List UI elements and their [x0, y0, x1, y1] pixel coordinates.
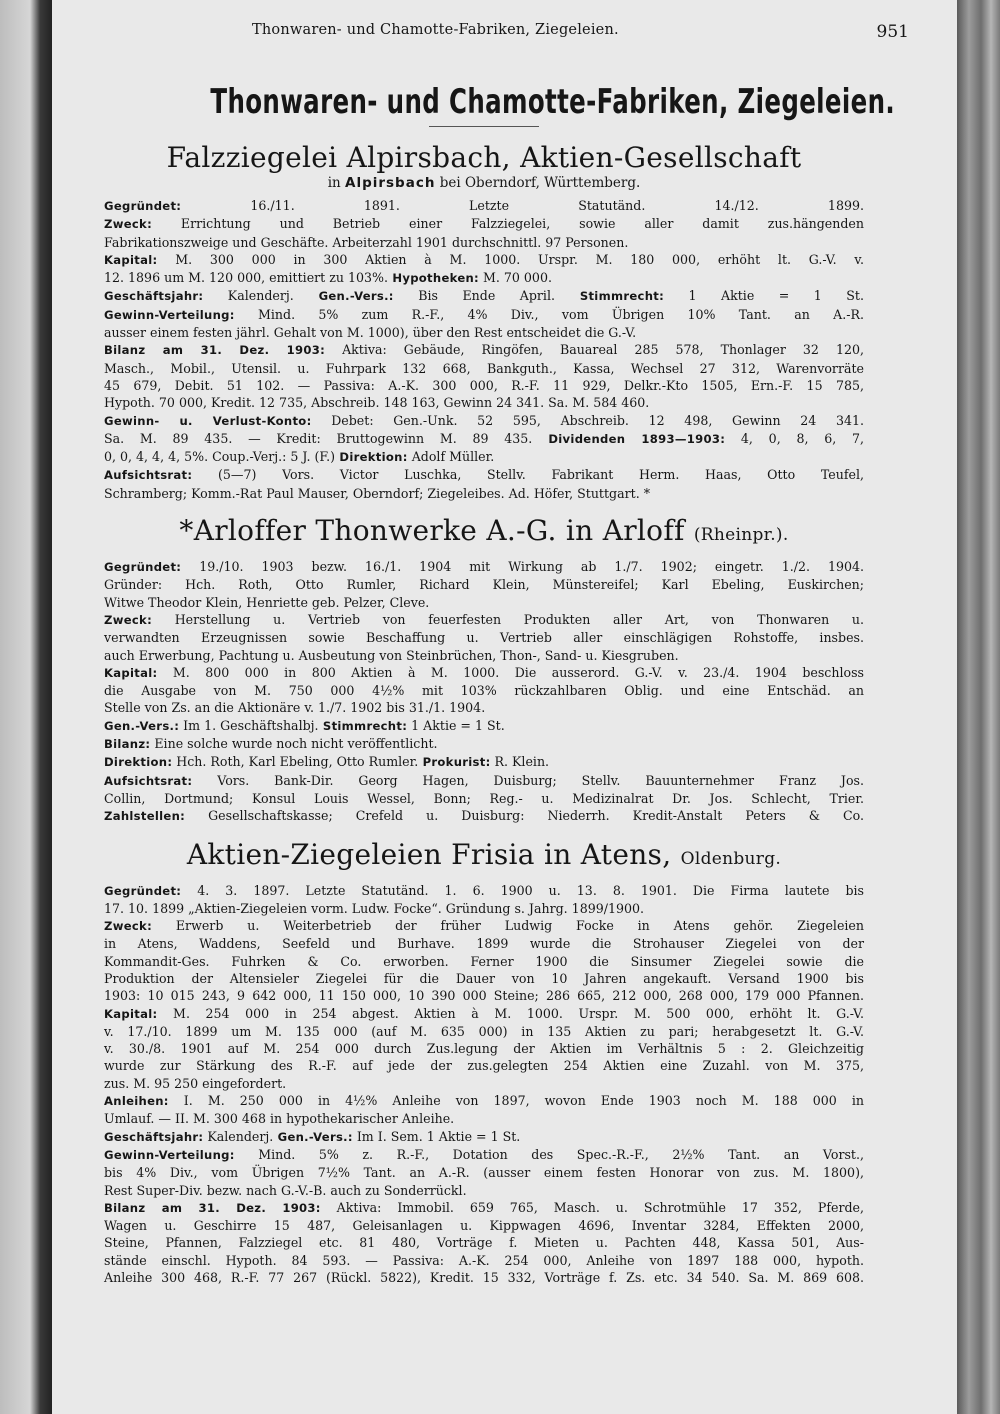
company-entry — [104, 516, 864, 825]
text-line — [104, 1269, 864, 1286]
field-text: Fabrikationszweige und Geschäfte. Arbeiterzahl 1901 durchschnittl. 97 Personen. — [104, 234, 629, 250]
field-label: Gen.-Vers.: — [273, 1129, 353, 1144]
field-text: M. 70 000. — [478, 270, 552, 286]
field-text: verwandten Erzeugnissen sowie Beschaffung u. Vertrieb aller einschlägigen Rohstoffe, insbes. — [104, 630, 864, 646]
text-line — [104, 251, 864, 269]
field-label: Stimmrecht: — [555, 289, 665, 304]
field-label: Kapital: — [104, 252, 158, 267]
field-text: stände einschl. Hypoth. 84 593. — Passiva: A.-K. 254 000, Anleihe von 1897 188 000, hypoth. — [104, 1252, 864, 1268]
field-label: Bilanz am 31. Dez. 1903: — [104, 1200, 321, 1215]
field-text: Debet: Gen.-Unk. 52 595, Abschreib. 12 498, Gewinn 24 341. — [311, 412, 864, 428]
field-label: Gegründet: — [104, 883, 182, 898]
field-text: Sa. M. 89 435. — Kredit: Bruttogewinn M. 89 435. — [104, 430, 533, 446]
field-text: 1 Aktie = 1 St. — [664, 288, 864, 304]
text-line — [104, 558, 864, 576]
field-label: Direktion: — [335, 450, 408, 465]
field-text: Umlauf. — II. M. 300 468 in hypothekarischer Anleihe. — [104, 1111, 455, 1127]
field-text: Aktiva: Gebäude, Ringöfen, Bauareal 285 578, Thonlager 32 120, — [325, 342, 864, 358]
text-line — [104, 699, 864, 716]
text-line — [104, 1146, 864, 1164]
field-label: Bilanz am 31. Dez. 1903: — [104, 343, 326, 358]
text-line — [104, 1252, 864, 1269]
company-entry — [104, 143, 864, 502]
field-label: Gewinn-Verteilung: — [104, 1147, 235, 1162]
company-name: *Arloffer Thonwerke A.-G. in Arloff (Rheinpr.). — [179, 514, 789, 548]
text-line — [104, 448, 864, 466]
text-line — [104, 664, 864, 682]
field-text: Gründer: Hch. Roth, Otto Rumler, Richard Klein, Münstereifel; Karl Ebeling, Euskirchen; — [104, 577, 864, 593]
field-text: 17. 10. 1899 „Aktien-Ziegeleien vorm. Ludw. Focke“. Gründung s. Jahrg. 1899/1900. — [104, 900, 645, 916]
field-text: M. 254 000 in 254 abgest. Aktien à M. 1000. Urspr. M. 500 000, erhöht lt. G.-V. — [157, 1005, 864, 1021]
text-line — [104, 717, 864, 735]
text-line — [104, 576, 864, 593]
text-line — [104, 987, 864, 1004]
text-line — [104, 430, 864, 448]
field-text: v. 30./8. 1901 auf M. 254 000 durch Zus.legung der Aktien im Verhältnis 5 : 2. Gleichzeitig — [104, 1041, 864, 1057]
text-line — [104, 594, 864, 611]
text-line — [104, 324, 864, 341]
field-text: Schramberg; Komm.-Rat Paul Mauser, Oberndorf; Ziegeleibes. Ad. Höfer, Stuttgart. * — [104, 485, 651, 501]
text-line — [104, 1057, 864, 1074]
field-text: M. 300 000 in 300 Aktien à M. 1000. Urspr. M. 180 000, erhöht lt. G.-V. v. — [157, 251, 864, 267]
field-label: Gen.-Vers.: — [104, 718, 180, 733]
text-line — [104, 1005, 864, 1023]
text-line — [104, 753, 864, 771]
text-line — [104, 485, 864, 502]
field-text: Kalenderj. — [203, 288, 294, 304]
adjacent-page-edge — [0, 0, 52, 1414]
field-label: Geschäftsjahr: — [104, 289, 204, 304]
field-text: Im I. Sem. 1 Aktie = 1 St. — [352, 1128, 521, 1144]
field-text: I. M. 250 000 in 4½% Anleihe von 1897, wovon Ende 1903 noch M. 188 000 in — [168, 1093, 864, 1109]
text-line — [104, 412, 864, 430]
field-text: Kalenderj. — [203, 1128, 274, 1144]
field-label: Kapital: — [104, 1006, 158, 1021]
field-text: Gesellschaftskasse; Crefeld u. Duisburg: Niederrh. Kredit-Anstalt Peters & Co. — [185, 808, 864, 824]
text-line — [104, 1110, 864, 1127]
company-name: Aktien-Ziegeleien Frisia in Atens, Oldenburg. — [186, 837, 782, 871]
text-line — [104, 360, 864, 377]
field-text: Steine, Pfannen, Falzziegel etc. 81 480, Vorträge f. Mieten u. Pachten 448, Kassa 501, Aus- — [104, 1235, 864, 1251]
field-text: bis 4% Div., vom Übrigen 7½% Tant. an A.-R. (ausser einem festen Honorar von zus. M. 1800), — [104, 1165, 864, 1181]
field-text: Wagen u. Geschirre 15 487, Geleisanlagen u. Kippwagen 4696, Inventar 3284, Effekten 2000, — [104, 1218, 864, 1234]
field-label: Zweck: — [104, 612, 152, 627]
text-line — [104, 377, 864, 394]
field-label: Geschäftsjahr: — [104, 1129, 204, 1144]
document-page — [52, 0, 957, 1414]
field-label: Gewinn- u. Verlust-Konto: — [104, 413, 312, 428]
running-header-title: Thonwaren- und Chamotte-Fabriken, Ziegeleien. — [252, 22, 619, 38]
text-line — [104, 882, 864, 900]
text-line — [104, 1128, 864, 1146]
field-label: Gegründet: — [104, 560, 182, 575]
field-text: Collin, Dortmund; Konsul Louis Wessel, Bonn; Reg.- u. Medizinalrat Dr. Jos. Schlecht, Trier. — [104, 790, 864, 806]
text-line — [104, 215, 864, 233]
field-text: Im 1. Geschäftshalbj. — [179, 717, 319, 733]
text-line — [104, 935, 864, 952]
field-text: Erwerb u. Weiterbetrieb der früher Ludwig Focke in Atens gehör. Ziegeleien — [152, 918, 864, 934]
field-text: Witwe Theodor Klein, Henriette geb. Pelzer, Cleve. — [104, 594, 430, 610]
field-text: Mind. 5% zum R.-F., 4% Div., vom Übrigen 10% Tant. an A.-R. — [234, 306, 864, 322]
field-text: Stelle von Zs. an die Aktionäre v. 1./7. 1902 bis 31./1. 1904. — [104, 700, 486, 716]
field-text: Produktion der Altensieler Ziegelei für die Dauer von 10 Jahren angekauft. Versand 1900 bis — [104, 970, 864, 986]
field-text: Bis Ende April. — [393, 288, 555, 304]
text-line — [104, 1040, 864, 1057]
book-spine — [957, 0, 1000, 1414]
field-label: Gewinn-Verteilung: — [104, 307, 235, 322]
entry-body — [104, 558, 864, 825]
field-text: Rest Super-Div. bezw. nach G.-V.-B. auch zu Sonderrückl. — [104, 1182, 467, 1198]
text-line — [104, 953, 864, 970]
field-text: v. 17./10. 1899 um M. 135 000 (auf M. 635 000) in 135 Aktien zu pari; herabgesetzt lt. G.-V. — [104, 1023, 864, 1039]
text-line — [104, 611, 864, 629]
entry-body — [104, 882, 864, 1287]
field-text: auch Erwerbung, Pachtung u. Ausbeutung von Steinbrüchen, Thon-, Sand- u. Kiesgruben. — [104, 647, 679, 663]
field-label: Prokurist: — [418, 755, 491, 770]
text-line — [104, 197, 864, 215]
field-label: Anleihen: — [104, 1094, 169, 1109]
company-entry — [104, 837, 864, 1287]
text-line — [104, 466, 864, 484]
title-rule — [429, 126, 539, 127]
field-label: Zweck: — [104, 217, 152, 232]
field-text: 4, 0, 8, 6, 7, — [725, 430, 864, 446]
text-line — [104, 807, 864, 825]
field-text: Aktiva: Immobil. 659 765, Masch. u. Schrotmühle 17 352, Pferde, — [320, 1199, 864, 1215]
text-line — [104, 234, 864, 251]
text-line — [104, 287, 864, 305]
field-text: 16./11. 1891. Letzte Statutänd. 14./12. 1899. — [181, 198, 864, 213]
field-text: Vors. Bank-Dir. Georg Hagen, Duisburg; Stellv. Bauunternehmer Franz Jos. — [192, 772, 864, 788]
text-line — [104, 790, 864, 807]
text-line — [104, 306, 864, 324]
field-text: Eine solche wurde noch nicht veröffentlicht. — [150, 736, 438, 752]
field-text: Errichtung und Betrieb einer Falzziegelei, sowie aller damit zus.hängenden — [152, 216, 864, 232]
text-line — [104, 1023, 864, 1040]
field-text: Herstellung u. Vertrieb von feuerfesten Produkten aller Art, von Thonwaren u. — [152, 611, 864, 627]
field-label: Hypotheken: — [388, 271, 479, 286]
field-label: Kapital: — [104, 665, 158, 680]
field-text: 19./10. 1903 bezw. 16./1. 1904 mit Wirkung ab 1./7. 1902; eingetr. 1./2. 1904. — [181, 559, 864, 575]
text-line — [104, 1217, 864, 1234]
field-text: ausser einem festen jährl. Gehalt von M. 1000), über den Rest entscheidet die G.-V. — [104, 325, 637, 341]
field-text: R. Klein. — [490, 754, 550, 770]
text-line — [104, 269, 864, 287]
field-text: Mind. 5% z. R.-F., Dotation des Spec.-R.-F., 2½% Tant. an Vorst., — [234, 1146, 864, 1162]
field-text: Anleihe 300 468, R.-F. 77 267 (Rückl. 5822), Kredit. 15 332, Vorträge f. Zs. etc. 34 540. Sa. M. 869 608. — [104, 1270, 864, 1286]
text-line — [104, 1092, 864, 1110]
field-text: wurde zur Stärkung des R.-F. auf jede der zus.gelegten 254 Aktien eine Zuzahl. von M. 375, — [104, 1058, 864, 1074]
field-text: M. 800 000 in 800 Aktien à M. 1000. Die ausserord. G.-V. v. 23./4. 1904 beschloss — [157, 664, 864, 680]
field-label: Zahlstellen: — [104, 809, 186, 824]
text-line — [104, 394, 864, 411]
field-text: 1 Aktie = 1 St. — [407, 717, 505, 733]
field-label: Bilanz: — [104, 737, 151, 752]
section-title: Thonwaren- und Chamotte-Fabriken, Ziegeleien. — [210, 82, 896, 122]
field-text: in Atens, Waddens, Seefeld und Burhave. 1899 wurde die Strohauser Ziegelei von der — [104, 936, 864, 952]
field-text: Hypoth. 70 000, Kredit. 12 735, Abschreib. 148 163, Gewinn 24 341. Sa. M. 584 460. — [104, 395, 650, 411]
field-label: Stimmrecht: — [318, 718, 408, 733]
field-label: Aufsichtsrat: — [104, 773, 193, 788]
text-line — [104, 1182, 864, 1199]
text-line — [104, 629, 864, 646]
text-line — [104, 970, 864, 987]
field-label: Gegründet: — [104, 199, 182, 213]
running-header — [52, 22, 957, 46]
field-text: 45 679, Debit. 51 102. — Passiva: A.-K. 300 000, R.-F. 11 929, Delkr.-Kto 1505, Ern.-F. 15 785, — [104, 377, 864, 393]
field-text: Adolf Müller. — [407, 449, 495, 465]
field-text: (5—7) Vors. Victor Luschka, Stellv. Fabrikant Herm. Haas, Otto Teufel, — [192, 467, 864, 483]
company-location: in Alpirsbach bei Oberndorf, Württemberg. — [327, 175, 641, 191]
field-label: Aufsichtsrat: — [104, 468, 193, 483]
field-text: 12. 1896 um M. 120 000, emittiert zu 103%. — [104, 270, 388, 286]
field-text: zus. M. 95 250 eingefordert. — [104, 1075, 287, 1091]
entry-body — [104, 197, 864, 502]
text-line — [104, 682, 864, 699]
field-text: 0, 0, 4, 4, 4, 5%. Coup.-Verj.: 5 J. (F.) — [104, 449, 336, 465]
text-line — [104, 772, 864, 790]
text-line — [104, 1075, 864, 1092]
text-line — [104, 1199, 864, 1217]
field-label: Gen.-Vers.: — [293, 289, 394, 304]
text-line — [104, 735, 864, 753]
field-label: Dividenden 1893—1903: — [532, 431, 726, 446]
field-text: Masch., Mobil., Utensil. u. Fuhrpark 132 668, Bankguth., Kassa, Wechsel 27 312, Warenvorräte — [104, 360, 864, 376]
field-text: Hch. Roth, Karl Ebeling, Otto Rumler. — [172, 754, 419, 770]
page-content — [104, 82, 896, 1300]
field-text: Kommandit-Ges. Fuhrken & Co. erworben. Ferner 1900 die Sinsumer Ziegelei sowie die — [104, 953, 864, 969]
text-line — [104, 917, 864, 935]
text-line — [104, 647, 864, 664]
company-name: Falzziegelei Alpirsbach, Aktien-Gesellschaft — [166, 141, 802, 174]
field-text: 4. 3. 1897. Letzte Statutänd. 1. 6. 1900 u. 13. 8. 1901. Die Firma lautete bis — [181, 882, 864, 898]
text-line — [104, 1164, 864, 1181]
page-number: 951 — [876, 22, 909, 42]
field-label: Zweck: — [104, 919, 152, 934]
field-text: die Ausgabe von M. 750 000 4½% mit 103% rückzahlbaren Oblig. und eine Entschäd. an — [104, 683, 864, 699]
text-line — [104, 900, 864, 917]
text-line — [104, 1234, 864, 1251]
field-label: Direktion: — [104, 755, 173, 770]
field-text: 1903: 10 015 243, 9 642 000, 11 150 000, 10 390 000 Steine; 286 665, 212 000, 268 000, 179 000 Pfannen. — [104, 988, 864, 1004]
text-line — [104, 341, 864, 359]
